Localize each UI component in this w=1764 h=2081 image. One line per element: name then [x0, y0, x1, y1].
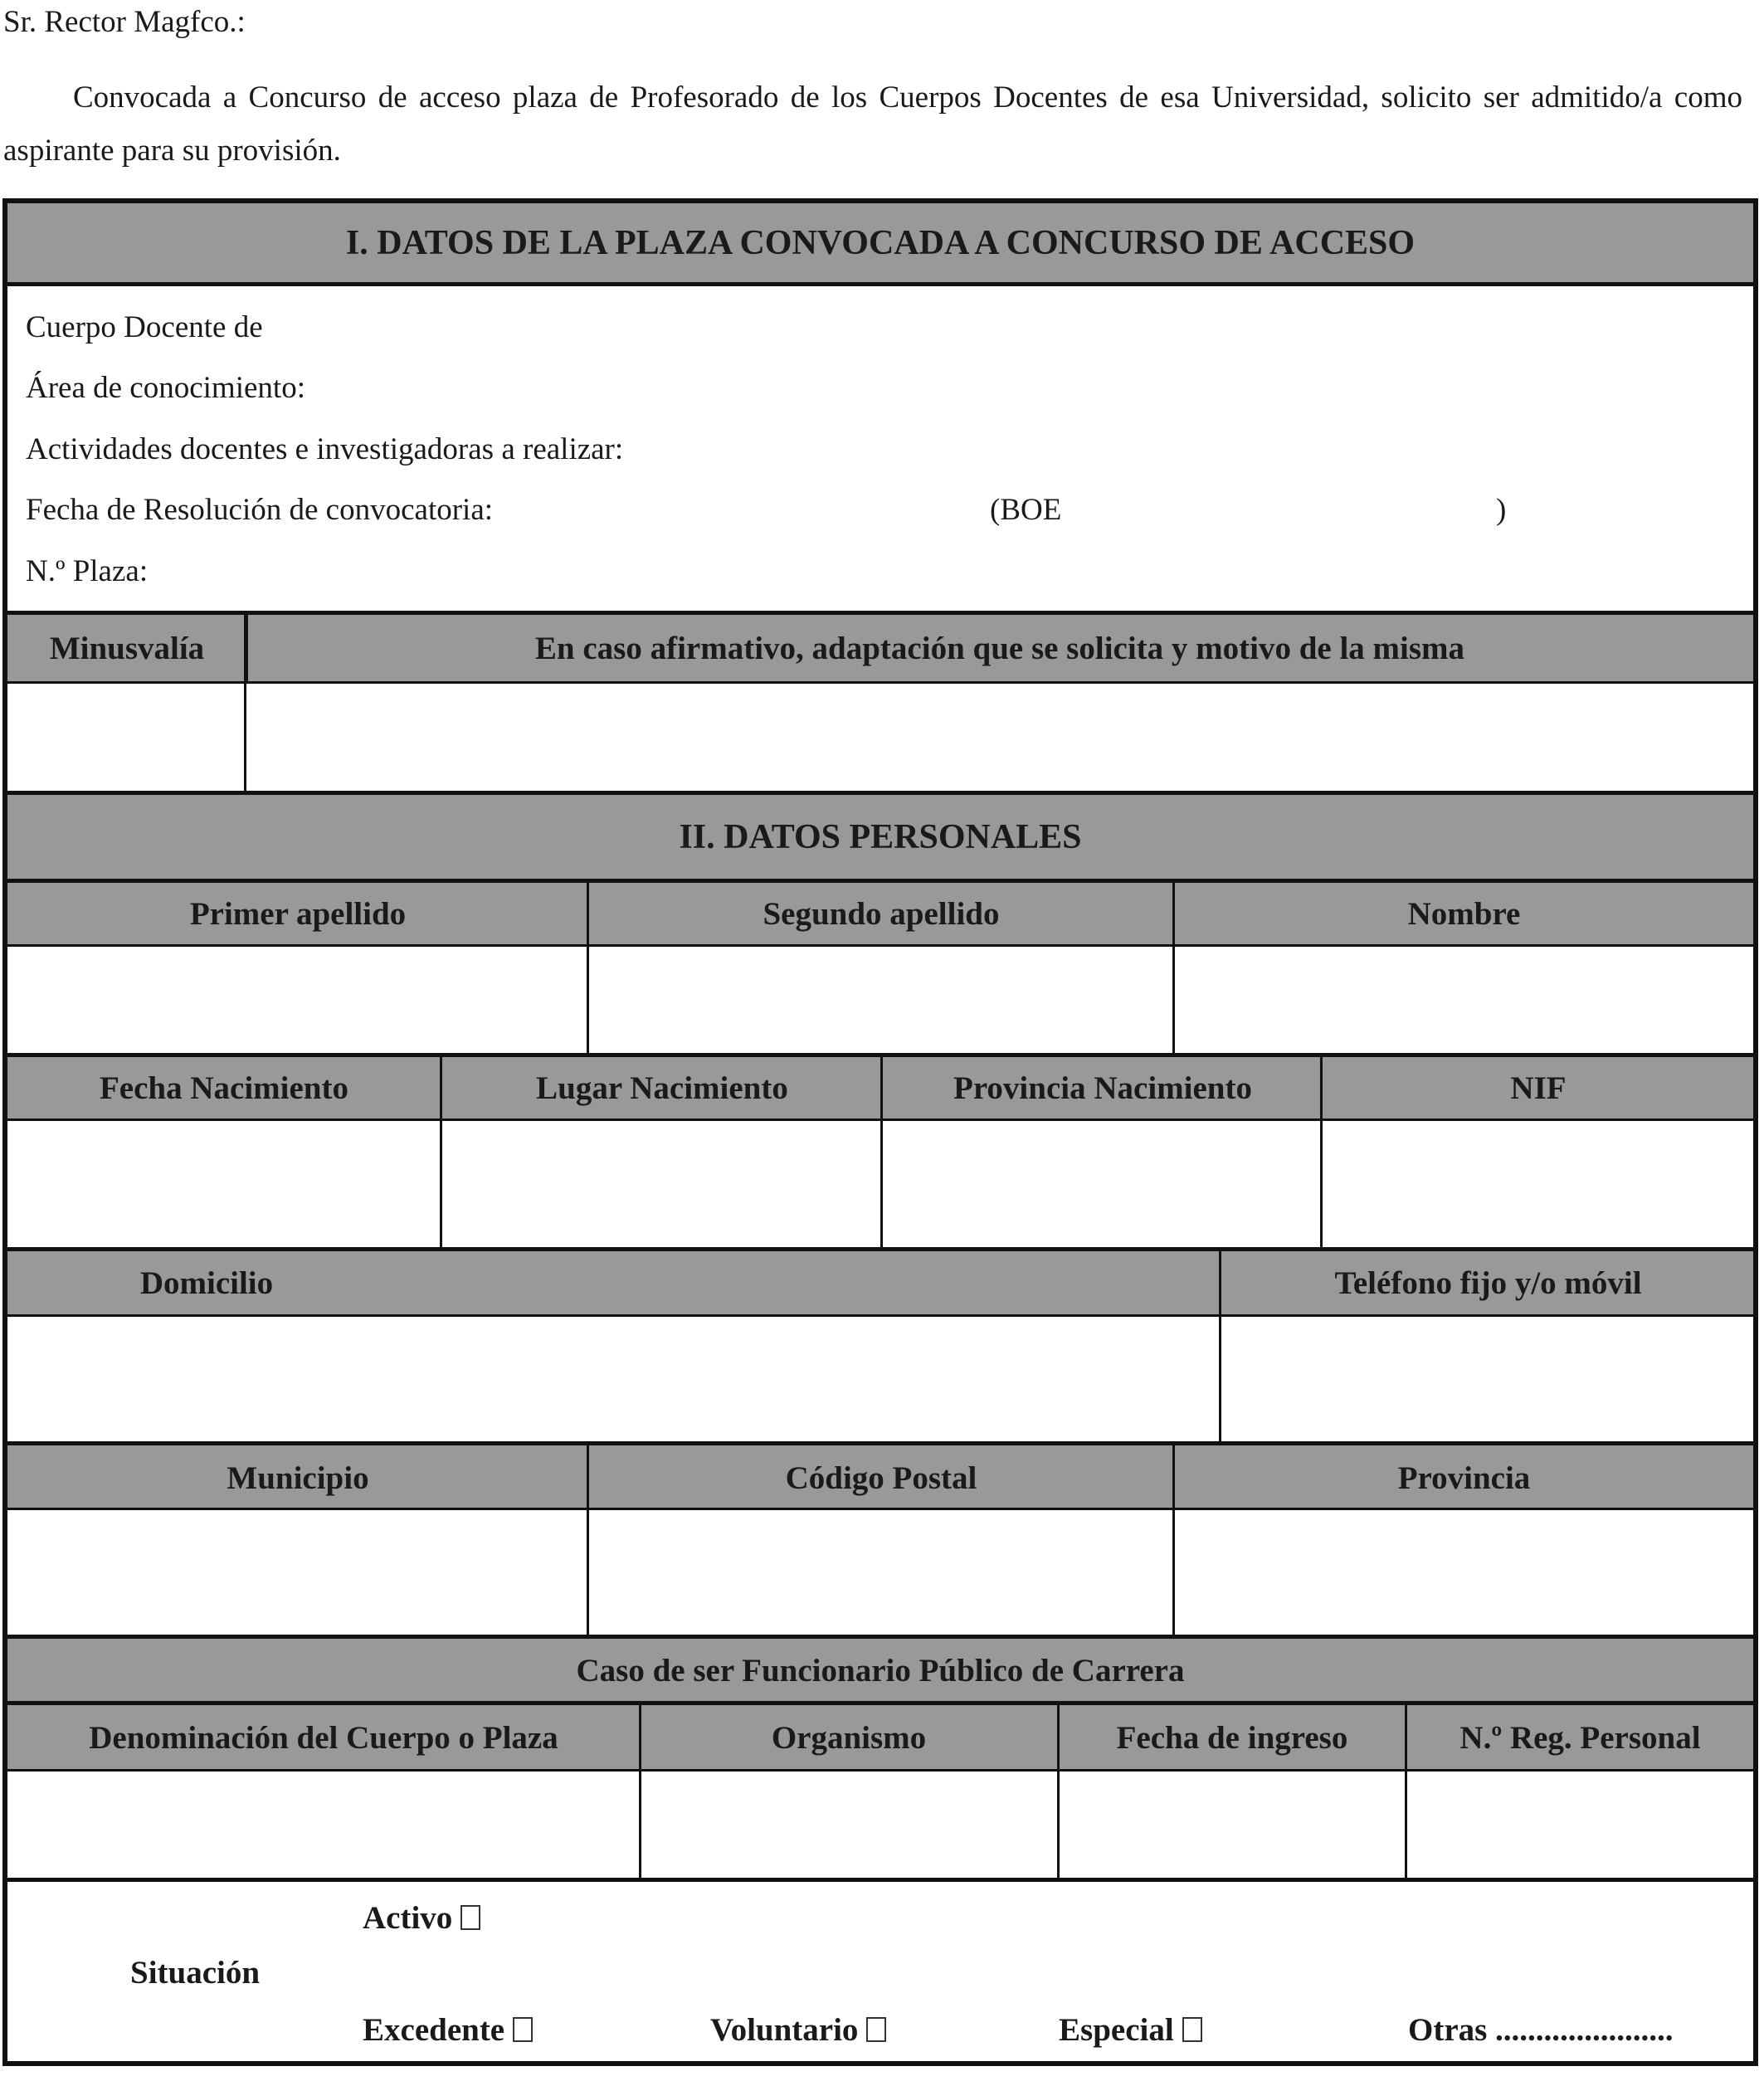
- primer-apellido-field[interactable]: [7, 947, 586, 1053]
- funcionario-header: Caso de ser Funcionario Público de Carrera: [576, 1653, 1185, 1689]
- activo-option[interactable]: [363, 1902, 480, 1934]
- municipio-header: Municipio: [227, 1460, 369, 1496]
- domicilio-field[interactable]: [7, 1317, 1218, 1441]
- nombre-header: Nombre: [1407, 896, 1521, 932]
- excedente-checkbox[interactable]: [513, 2017, 533, 2042]
- organismo-field[interactable]: [642, 1772, 1056, 1878]
- divider: [244, 684, 246, 792]
- domicilio-header: Domicilio: [139, 1265, 274, 1301]
- codigo-postal-header: Código Postal: [785, 1460, 977, 1496]
- section2-title: II. DATOS PERSONALES: [679, 818, 1082, 856]
- boe-open-label: (BOE: [990, 493, 1062, 527]
- lugar-nacimiento-header: Lugar Nacimiento: [536, 1070, 788, 1106]
- divider: [880, 1057, 883, 1248]
- divider: [1219, 1251, 1221, 1442]
- codigo-postal-field[interactable]: [590, 1510, 1172, 1635]
- divider: [1172, 883, 1175, 1054]
- section1-title: I. DATOS DE LA PLAZA CONVOCADA A CONCURSO DE ACCESO: [345, 224, 1416, 262]
- organismo-header: Organismo: [771, 1720, 927, 1756]
- divider: [587, 883, 589, 1054]
- voluntario-checkbox[interactable]: [866, 2017, 886, 2042]
- divider: [1172, 1445, 1175, 1635]
- provincia-header: Provincia: [1397, 1460, 1531, 1496]
- lugar-nacimiento-field[interactable]: [443, 1121, 880, 1247]
- adaptacion-field[interactable]: [247, 684, 1753, 792]
- telefono-header: Teléfono fijo y/o móvil: [1334, 1265, 1642, 1301]
- divider: [244, 615, 248, 681]
- denominacion-header: Denominación del Cuerpo o Plaza: [89, 1720, 558, 1756]
- segundo-apellido-field[interactable]: [590, 947, 1172, 1053]
- divider: [1405, 1705, 1407, 1879]
- divider: [440, 1057, 442, 1248]
- provincia-nacimiento-field[interactable]: [884, 1121, 1319, 1247]
- reg-personal-header: N.º Reg. Personal: [1459, 1720, 1701, 1756]
- nif-header: NIF: [1510, 1070, 1567, 1106]
- greeting: Sr. Rector Magfco.:: [3, 5, 246, 39]
- minusvalia-field[interactable]: [7, 684, 243, 792]
- intro-paragraph: Convocada a Concurso de acceso plaza de Profesorado de los Cuerpos Docentes de esa Universidad, solicito ser admitido/a como aspirante para su provisión.: [3, 80, 1742, 168]
- fecha-ingreso-header: Fecha de ingreso: [1116, 1720, 1348, 1756]
- minusvalia-header: Minusvalía: [49, 631, 205, 666]
- excedente-label: Excedente: [363, 2012, 505, 2048]
- voluntario-option[interactable]: [710, 2014, 886, 2046]
- situacion-label: Situación: [130, 1955, 261, 1991]
- divider: [639, 1705, 641, 1879]
- divider: [1320, 1057, 1323, 1248]
- actividades-label: Actividades docentes e investigadoras a realizar:: [26, 432, 624, 466]
- fecha-nacimiento-field[interactable]: [7, 1121, 439, 1247]
- provincia-nacimiento-header: Provincia Nacimiento: [953, 1070, 1252, 1106]
- adaptacion-header: En caso afirmativo, adaptación que se solicita y motivo de la misma: [534, 631, 1465, 666]
- telefono-field[interactable]: [1222, 1317, 1753, 1441]
- boe-close-label: ): [1496, 493, 1507, 527]
- plaza-number-label: N.º Plaza:: [26, 554, 149, 588]
- especial-checkbox[interactable]: [1182, 2017, 1202, 2042]
- voluntario-label: Voluntario: [710, 2012, 859, 2048]
- provincia-field[interactable]: [1176, 1510, 1753, 1635]
- especial-label: Especial: [1059, 2012, 1174, 2048]
- especial-option[interactable]: [1059, 2014, 1202, 2046]
- reg-personal-field[interactable]: [1408, 1772, 1753, 1878]
- divider: [2, 1878, 1758, 1882]
- cuerpo-docente-label: Cuerpo Docente de: [26, 310, 263, 344]
- nombre-field[interactable]: [1176, 947, 1753, 1053]
- activo-label: Activo: [363, 1900, 453, 1936]
- denominacion-field[interactable]: [7, 1772, 638, 1878]
- nif-field[interactable]: [1323, 1121, 1753, 1247]
- divider: [587, 1445, 589, 1635]
- activo-checkbox[interactable]: [460, 1905, 480, 1930]
- fecha-nacimiento-header: Fecha Nacimiento: [99, 1070, 348, 1106]
- municipio-field[interactable]: [7, 1510, 586, 1635]
- otras-field[interactable]: Otras ......................: [1408, 2012, 1674, 2048]
- fecha-ingreso-field[interactable]: [1060, 1772, 1404, 1878]
- area-conocimiento-label: Área de conocimiento:: [26, 371, 305, 405]
- primer-apellido-header: Primer apellido: [189, 896, 407, 932]
- excedente-option[interactable]: [363, 2014, 533, 2046]
- divider: [1057, 1705, 1060, 1879]
- divider: [2, 282, 1758, 286]
- fecha-resolucion-label: Fecha de Resolución de convocatoria:: [26, 493, 494, 527]
- segundo-apellido-header: Segundo apellido: [763, 896, 1000, 932]
